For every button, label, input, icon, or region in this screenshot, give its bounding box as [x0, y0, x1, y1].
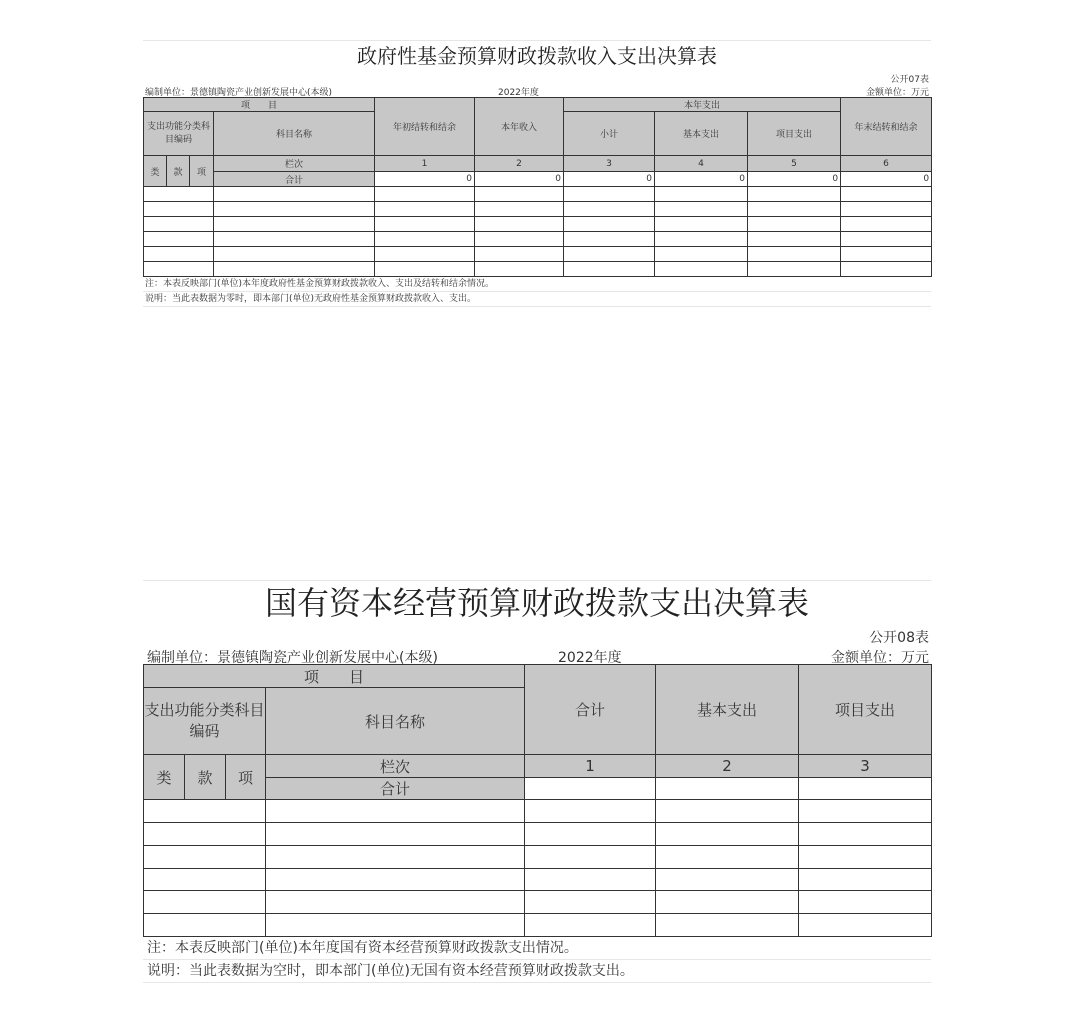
fund-note: 注：本表反映部门(单位)本年度政府性基金预算财政拨款收入、支出及结转和结余情况。 — [143, 277, 931, 292]
table-row — [144, 823, 932, 846]
header-func-code: 支出功能分类科目编码 — [144, 688, 266, 755]
table-row — [144, 232, 932, 247]
col-num: 3 — [564, 156, 655, 172]
col-num: 4 — [655, 156, 748, 172]
state-capital-sheet — [143, 580, 931, 983]
header-kuan: 款 — [167, 156, 190, 187]
table-row — [144, 187, 932, 202]
fund-budget-sheet — [143, 40, 931, 307]
capital-table — [143, 664, 932, 937]
header-xiang: 项 — [226, 755, 266, 800]
table-row — [144, 217, 932, 232]
capital-year: 2022年度 — [558, 650, 622, 666]
total-value: 0 — [748, 172, 841, 187]
table-row — [144, 262, 932, 277]
header-xiang: 项 — [190, 156, 214, 187]
capital-form-number: 公开08表 — [869, 630, 929, 646]
total-value: 0 — [841, 172, 932, 187]
header-subject-name: 科目名称 — [214, 112, 375, 156]
total-value — [799, 778, 932, 800]
capital-table-title: 国有资本经营预算财政拨款支出决算表 — [143, 580, 931, 625]
table-row — [144, 800, 932, 823]
header-kuan: 款 — [185, 755, 226, 800]
header-subtotal: 小计 — [564, 112, 655, 156]
capital-explanation: 说明：当此表数据为空时，即本部门(单位)无国有资本经营预算财政拨款支出。 — [143, 960, 931, 983]
total-label: 合计 — [214, 172, 375, 187]
fund-table-title: 政府性基金预算财政拨款收入支出决算表 — [143, 40, 931, 71]
total-value — [656, 778, 799, 800]
table-row — [144, 891, 932, 914]
header-expenditure: 本年支出 — [564, 98, 841, 112]
total-value: 0 — [655, 172, 748, 187]
fund-amount-unit: 金额单位：万元 — [865, 88, 929, 98]
header-total: 合计 — [525, 665, 656, 755]
fund-explanation: 说明：当此表数据为零时，即本部门(单位)无政府性基金预算财政拨款收入、支出。 — [143, 292, 931, 307]
table-row — [144, 914, 932, 937]
table-row — [144, 846, 932, 869]
total-value — [525, 778, 656, 800]
total-value: 0 — [375, 172, 475, 187]
fund-compiling-unit: 编制单位：景德镇陶瓷产业创新发展中心(本级) — [145, 88, 333, 98]
capital-amount-unit: 金额单位：万元 — [831, 650, 929, 666]
header-lei: 类 — [144, 755, 185, 800]
header-func-code: 支出功能分类科目编码 — [144, 112, 214, 156]
header-column-no: 栏次 — [266, 755, 525, 778]
header-basic: 基本支出 — [656, 665, 799, 755]
header-item: 项 目 — [144, 98, 375, 112]
header-project: 项目支出 — [799, 665, 932, 755]
capital-compiling-unit: 编制单位：景德镇陶瓷产业创新发展中心(本级) — [147, 650, 438, 666]
col-num: 2 — [656, 755, 799, 778]
header-subject-name: 科目名称 — [266, 688, 525, 755]
header-project: 项目支出 — [748, 112, 841, 156]
header-item: 项 目 — [144, 665, 525, 688]
table-row — [144, 869, 932, 891]
header-end-balance: 年末结转和结余 — [841, 98, 932, 156]
col-num: 3 — [799, 755, 932, 778]
col-num: 6 — [841, 156, 932, 172]
fund-table-meta — [143, 71, 931, 97]
capital-table-meta — [143, 625, 931, 664]
fund-form-number: 公开07表 — [890, 75, 929, 85]
header-basic: 基本支出 — [655, 112, 748, 156]
col-num: 1 — [375, 156, 475, 172]
table-row — [144, 247, 932, 262]
header-begin-balance: 年初结转和结余 — [375, 98, 475, 156]
header-income: 本年收入 — [475, 98, 564, 156]
total-label: 合计 — [266, 778, 525, 800]
total-value: 0 — [475, 172, 564, 187]
header-lei: 类 — [144, 156, 167, 187]
fund-table — [143, 97, 932, 277]
col-num: 1 — [525, 755, 656, 778]
table-row — [144, 202, 932, 217]
capital-note: 注：本表反映部门(单位)本年度国有资本经营预算财政拨款支出情况。 — [143, 937, 931, 960]
total-value: 0 — [564, 172, 655, 187]
col-num: 2 — [475, 156, 564, 172]
fund-year: 2022年度 — [498, 88, 539, 98]
header-column-no: 栏次 — [214, 156, 375, 172]
col-num: 5 — [748, 156, 841, 172]
